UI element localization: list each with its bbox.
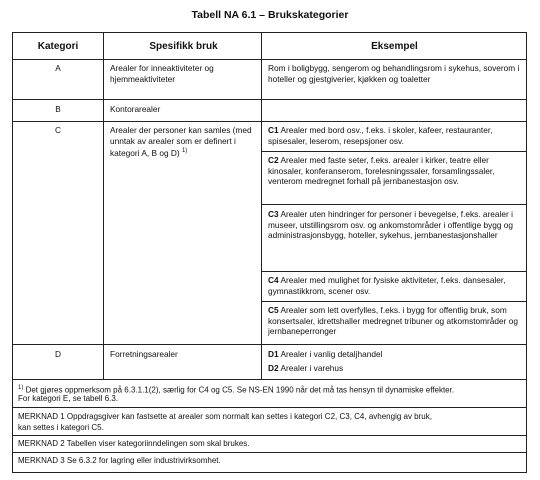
note-divider bbox=[13, 452, 526, 453]
row-a-spesifikk: Arealer for inneaktiviteter og hjemmeaktiviteter bbox=[110, 63, 214, 84]
table-title: Tabell NA 6.1 – Brukskategorier bbox=[191, 9, 349, 21]
sub-text: Arealer uten hindringer for personer i bevegelse, f.eks. arealer i museer, utstillingsrom osv. og ankomstområder i offentlige bygg og administrasjonsbygg, hoteller, sykehus, jernbanestasjonshaller bbox=[268, 209, 514, 241]
row-d-kategori: D bbox=[55, 349, 61, 359]
sub-text: Arealer som lett overfylles, f.eks. i bygg for offentlig bruk, som konsertsaler, idrettshaller medregnet tribuner og atkomstområder og jernbaneperronger bbox=[268, 305, 518, 337]
row-divider bbox=[13, 121, 526, 122]
header-divider bbox=[13, 59, 526, 60]
row-c-c5 bbox=[268, 305, 520, 337]
row-c-c2 bbox=[268, 155, 520, 187]
column-divider-2 bbox=[261, 33, 262, 379]
sub-text: Arealer i varehus bbox=[280, 363, 344, 373]
row-divider bbox=[13, 99, 526, 100]
note-2: MERKNAD 2 Tabellen viser kategoriinndelingen som skal brukes. bbox=[18, 439, 250, 448]
footnote-marker: 1) bbox=[181, 148, 188, 155]
footnote-line-2: For kategori E, se tabell 6.3. bbox=[18, 394, 119, 403]
footnote-text: Det gjøres oppmerksom på 6.3.1.1(2), særlig for C4 og C5. Se NS-EN 1990 når det må tas hensyn til dynamiske effekter. bbox=[25, 385, 455, 395]
sub-text: Arealer med bord osv., f.eks. i skoler, kafeer, restauranter, spisesaler, leserom, resepsjoner osv. bbox=[268, 125, 493, 146]
row-b-spesifikk: Kontorarealer bbox=[110, 104, 161, 114]
row-d-spesifikk: Forretningsarealer bbox=[110, 349, 178, 359]
sub-divider bbox=[261, 151, 526, 152]
note-3: MERKNAD 3 Se 6.3.2 for lagring eller industrivirksomhet. bbox=[18, 456, 221, 465]
sub-text: Arealer med faste seter, f.eks. arealer i kirker, teatre eller kinosaler, konferanserom, forelesningssaler, forsamlingssaler, venterom medregnet forhall på jernbanestasjon osv. bbox=[268, 155, 495, 187]
sub-divider bbox=[261, 204, 526, 205]
sub-code: C1 bbox=[268, 125, 279, 135]
sub-divider bbox=[261, 271, 526, 272]
row-c-c1 bbox=[268, 125, 520, 146]
row-d-d1 bbox=[268, 349, 520, 360]
footnote-sup: 1) bbox=[18, 385, 24, 391]
row-c-c4 bbox=[268, 275, 520, 296]
sub-code: C3 bbox=[268, 209, 279, 219]
row-a-eksempel: Rom i boligbygg, sengerom og behandlingsrom i sykehus, soverom i hoteller og gjestgiverier, kjøkken og toaletter bbox=[268, 63, 520, 84]
sub-code: D2 bbox=[268, 363, 279, 373]
row-c-spesifikk bbox=[110, 125, 256, 159]
category-table bbox=[12, 32, 527, 473]
header-eksempel: Eksempel bbox=[371, 41, 418, 52]
note-1-line-1: MERKNAD 1 Oppdragsgiver kan fastsette at arealer som normalt kan settes i kategori C2, C3, C4, avhengig av bruk, bbox=[18, 412, 432, 421]
sub-text: Arealer i vanlig detaljhandel bbox=[280, 349, 383, 359]
row-c-spesifikk-text: Arealer der personer kan samles (med unntak av arealer som er definert i kategori A, B og D) bbox=[110, 125, 252, 158]
sub-code: D1 bbox=[268, 349, 279, 359]
note-divider bbox=[13, 435, 526, 436]
row-c-c3 bbox=[268, 209, 520, 241]
sub-divider bbox=[261, 301, 526, 302]
row-a-kategori: A bbox=[55, 63, 61, 73]
row-c-kategori: C bbox=[55, 125, 61, 135]
sub-code: C4 bbox=[268, 275, 279, 285]
header-spesifikk-bruk: Spesifikk bruk bbox=[149, 41, 218, 52]
sub-code: C2 bbox=[268, 155, 279, 165]
column-divider-1 bbox=[103, 33, 104, 379]
note-divider bbox=[13, 407, 526, 408]
sub-text: Arealer med mulighet for fysiske aktiviteter, f.eks. dansesaler, gymnastikkrom, scener osv. bbox=[268, 275, 506, 296]
row-divider bbox=[13, 344, 526, 345]
row-b-kategori: B bbox=[55, 104, 61, 114]
sub-code: C5 bbox=[268, 305, 279, 315]
table-bottom-divider bbox=[13, 379, 526, 380]
note-1-line-2: kan settes i kategori C5. bbox=[18, 423, 104, 432]
row-d-d2 bbox=[268, 363, 520, 374]
header-kategori: Kategori bbox=[37, 41, 79, 52]
